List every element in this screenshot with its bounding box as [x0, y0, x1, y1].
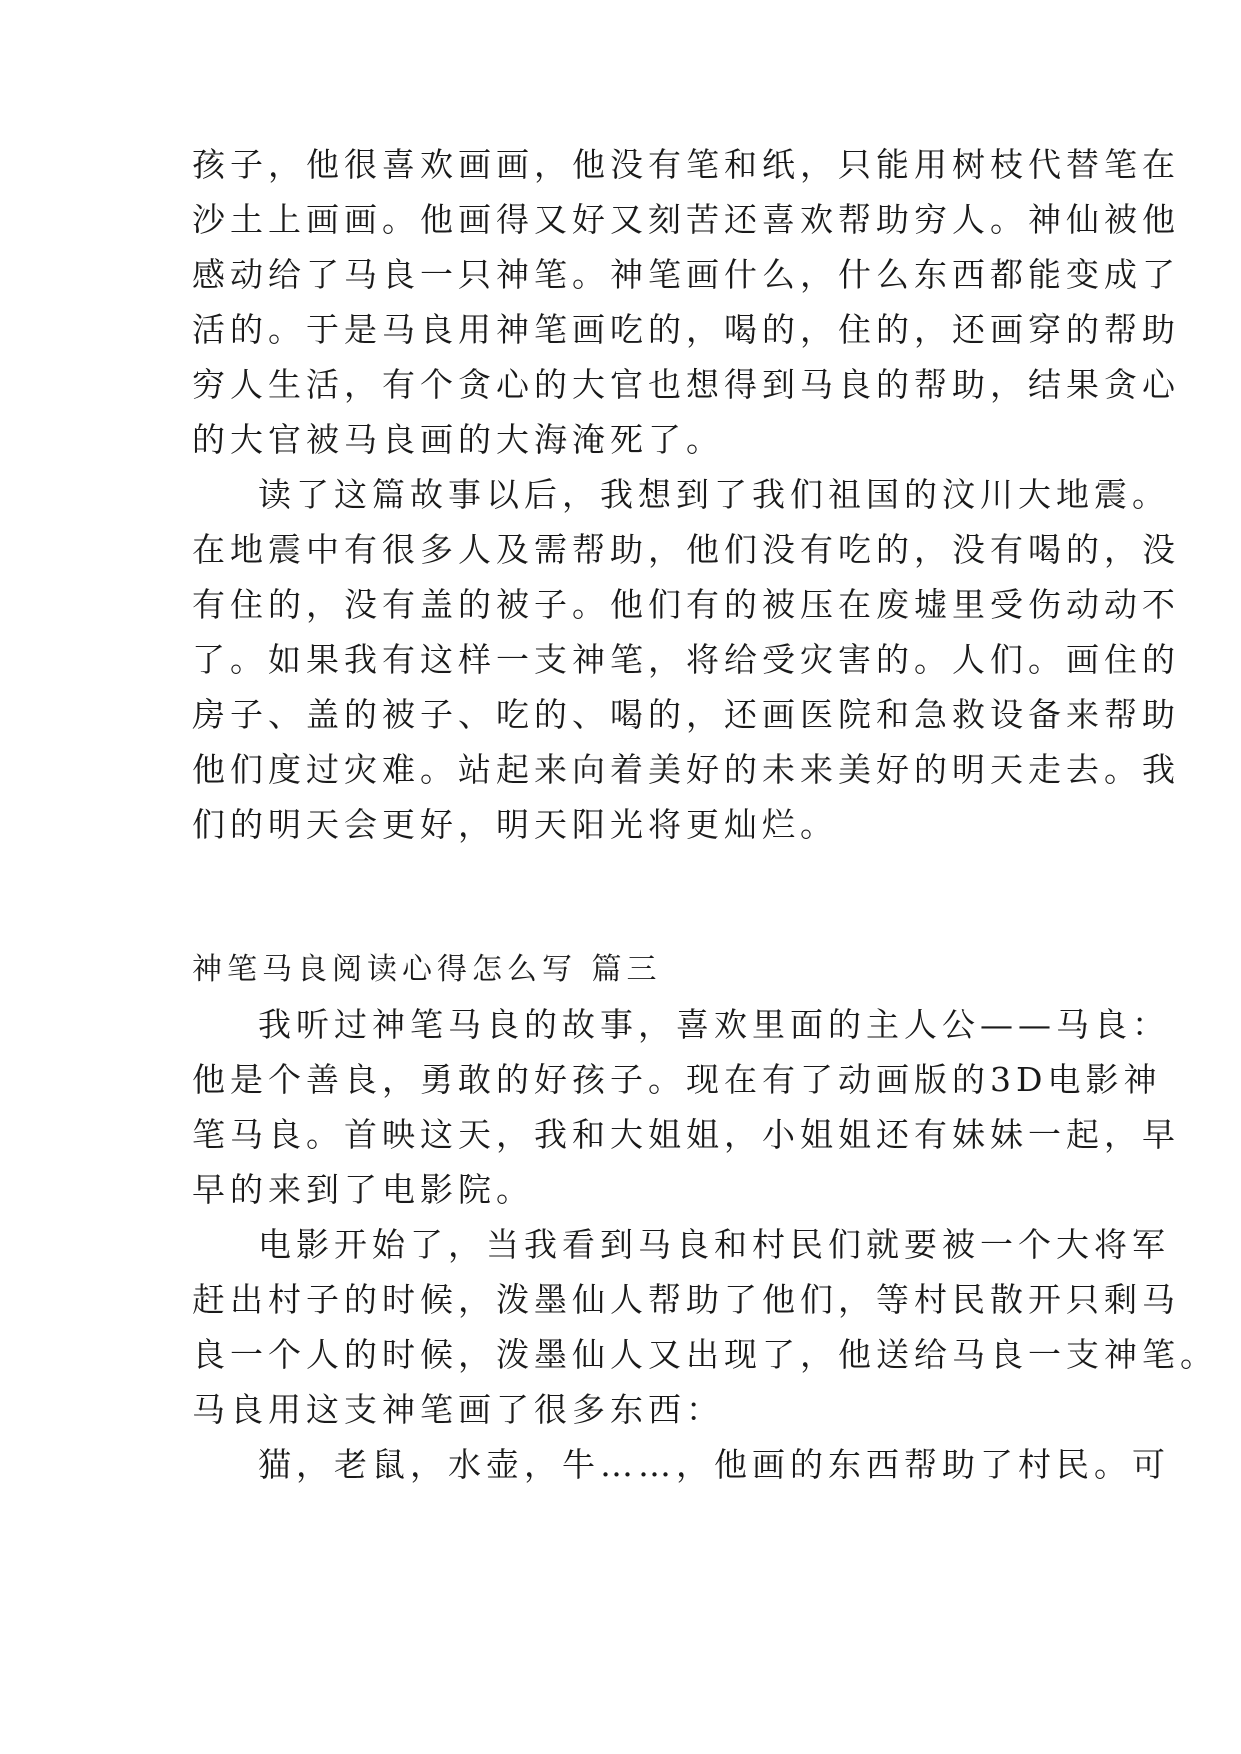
- text-line: 我听过神笔马良的故事，喜欢里面的主人公——马良：: [258, 1005, 1170, 1044]
- text-line: 赶出村子的时候，泼墨仙人帮助了他们，等村民散开只剩马: [192, 1280, 1180, 1319]
- text-line: 良一个人的时候，泼墨仙人又出现了，他送给马良一支神笔。: [192, 1335, 1218, 1374]
- text-line: 在地震中有很多人及需帮助，他们没有吃的，没有喝的，没: [192, 530, 1180, 569]
- text-line: 们的明天会更好，明天阳光将更灿烂。: [192, 805, 838, 844]
- text-line: 他是个善良，勇敢的好孩子。现在有了动画版的3D电影神: [192, 1060, 1162, 1099]
- text-line: 早的来到了电影院。: [192, 1170, 534, 1209]
- text-line: 了。如果我有这样一支神笔，将给受灾害的。人们。画住的: [192, 640, 1180, 679]
- text-line: 感动给了马良一只神笔。神笔画什么，什么东西都能变成了: [192, 255, 1180, 294]
- text-line: 沙土上画画。他画得又好又刻苦还喜欢帮助穷人。神仙被他: [192, 200, 1180, 239]
- text-line: 笔马良。首映这天，我和大姐姐，小姐姐还有妹妹一起，早: [192, 1115, 1180, 1154]
- text-line: 读了这篇故事以后，我想到了我们祖国的汶川大地震。: [258, 475, 1170, 514]
- text-line: 马良用这支神笔画了很多东西：: [192, 1390, 724, 1429]
- text-line: 房子、盖的被子、吃的、喝的，还画医院和急救设备来帮助: [192, 695, 1180, 734]
- text-line: 猫，老鼠，水壶，牛……，他画的东西帮助了村民。可: [258, 1445, 1170, 1484]
- text-line: 孩子，他很喜欢画画，他没有笔和纸，只能用树枝代替笔在: [192, 145, 1180, 184]
- text-line: 电影开始了，当我看到马良和村民们就要被一个大将军: [258, 1225, 1170, 1264]
- section-heading: 神笔马良阅读心得怎么写 篇三: [192, 952, 662, 987]
- text-line: 的大官被马良画的大海淹死了。: [192, 420, 724, 459]
- text-line: 他们度过灾难。站起来向着美好的未来美好的明天走去。我: [192, 750, 1180, 789]
- text-line: 有住的，没有盖的被子。他们有的被压在废墟里受伤动动不: [192, 585, 1180, 624]
- text-line: 活的。于是马良用神笔画吃的，喝的，住的，还画穿的帮助: [192, 310, 1180, 349]
- text-line: 穷人生活，有个贪心的大官也想得到马良的帮助，结果贪心: [192, 365, 1180, 404]
